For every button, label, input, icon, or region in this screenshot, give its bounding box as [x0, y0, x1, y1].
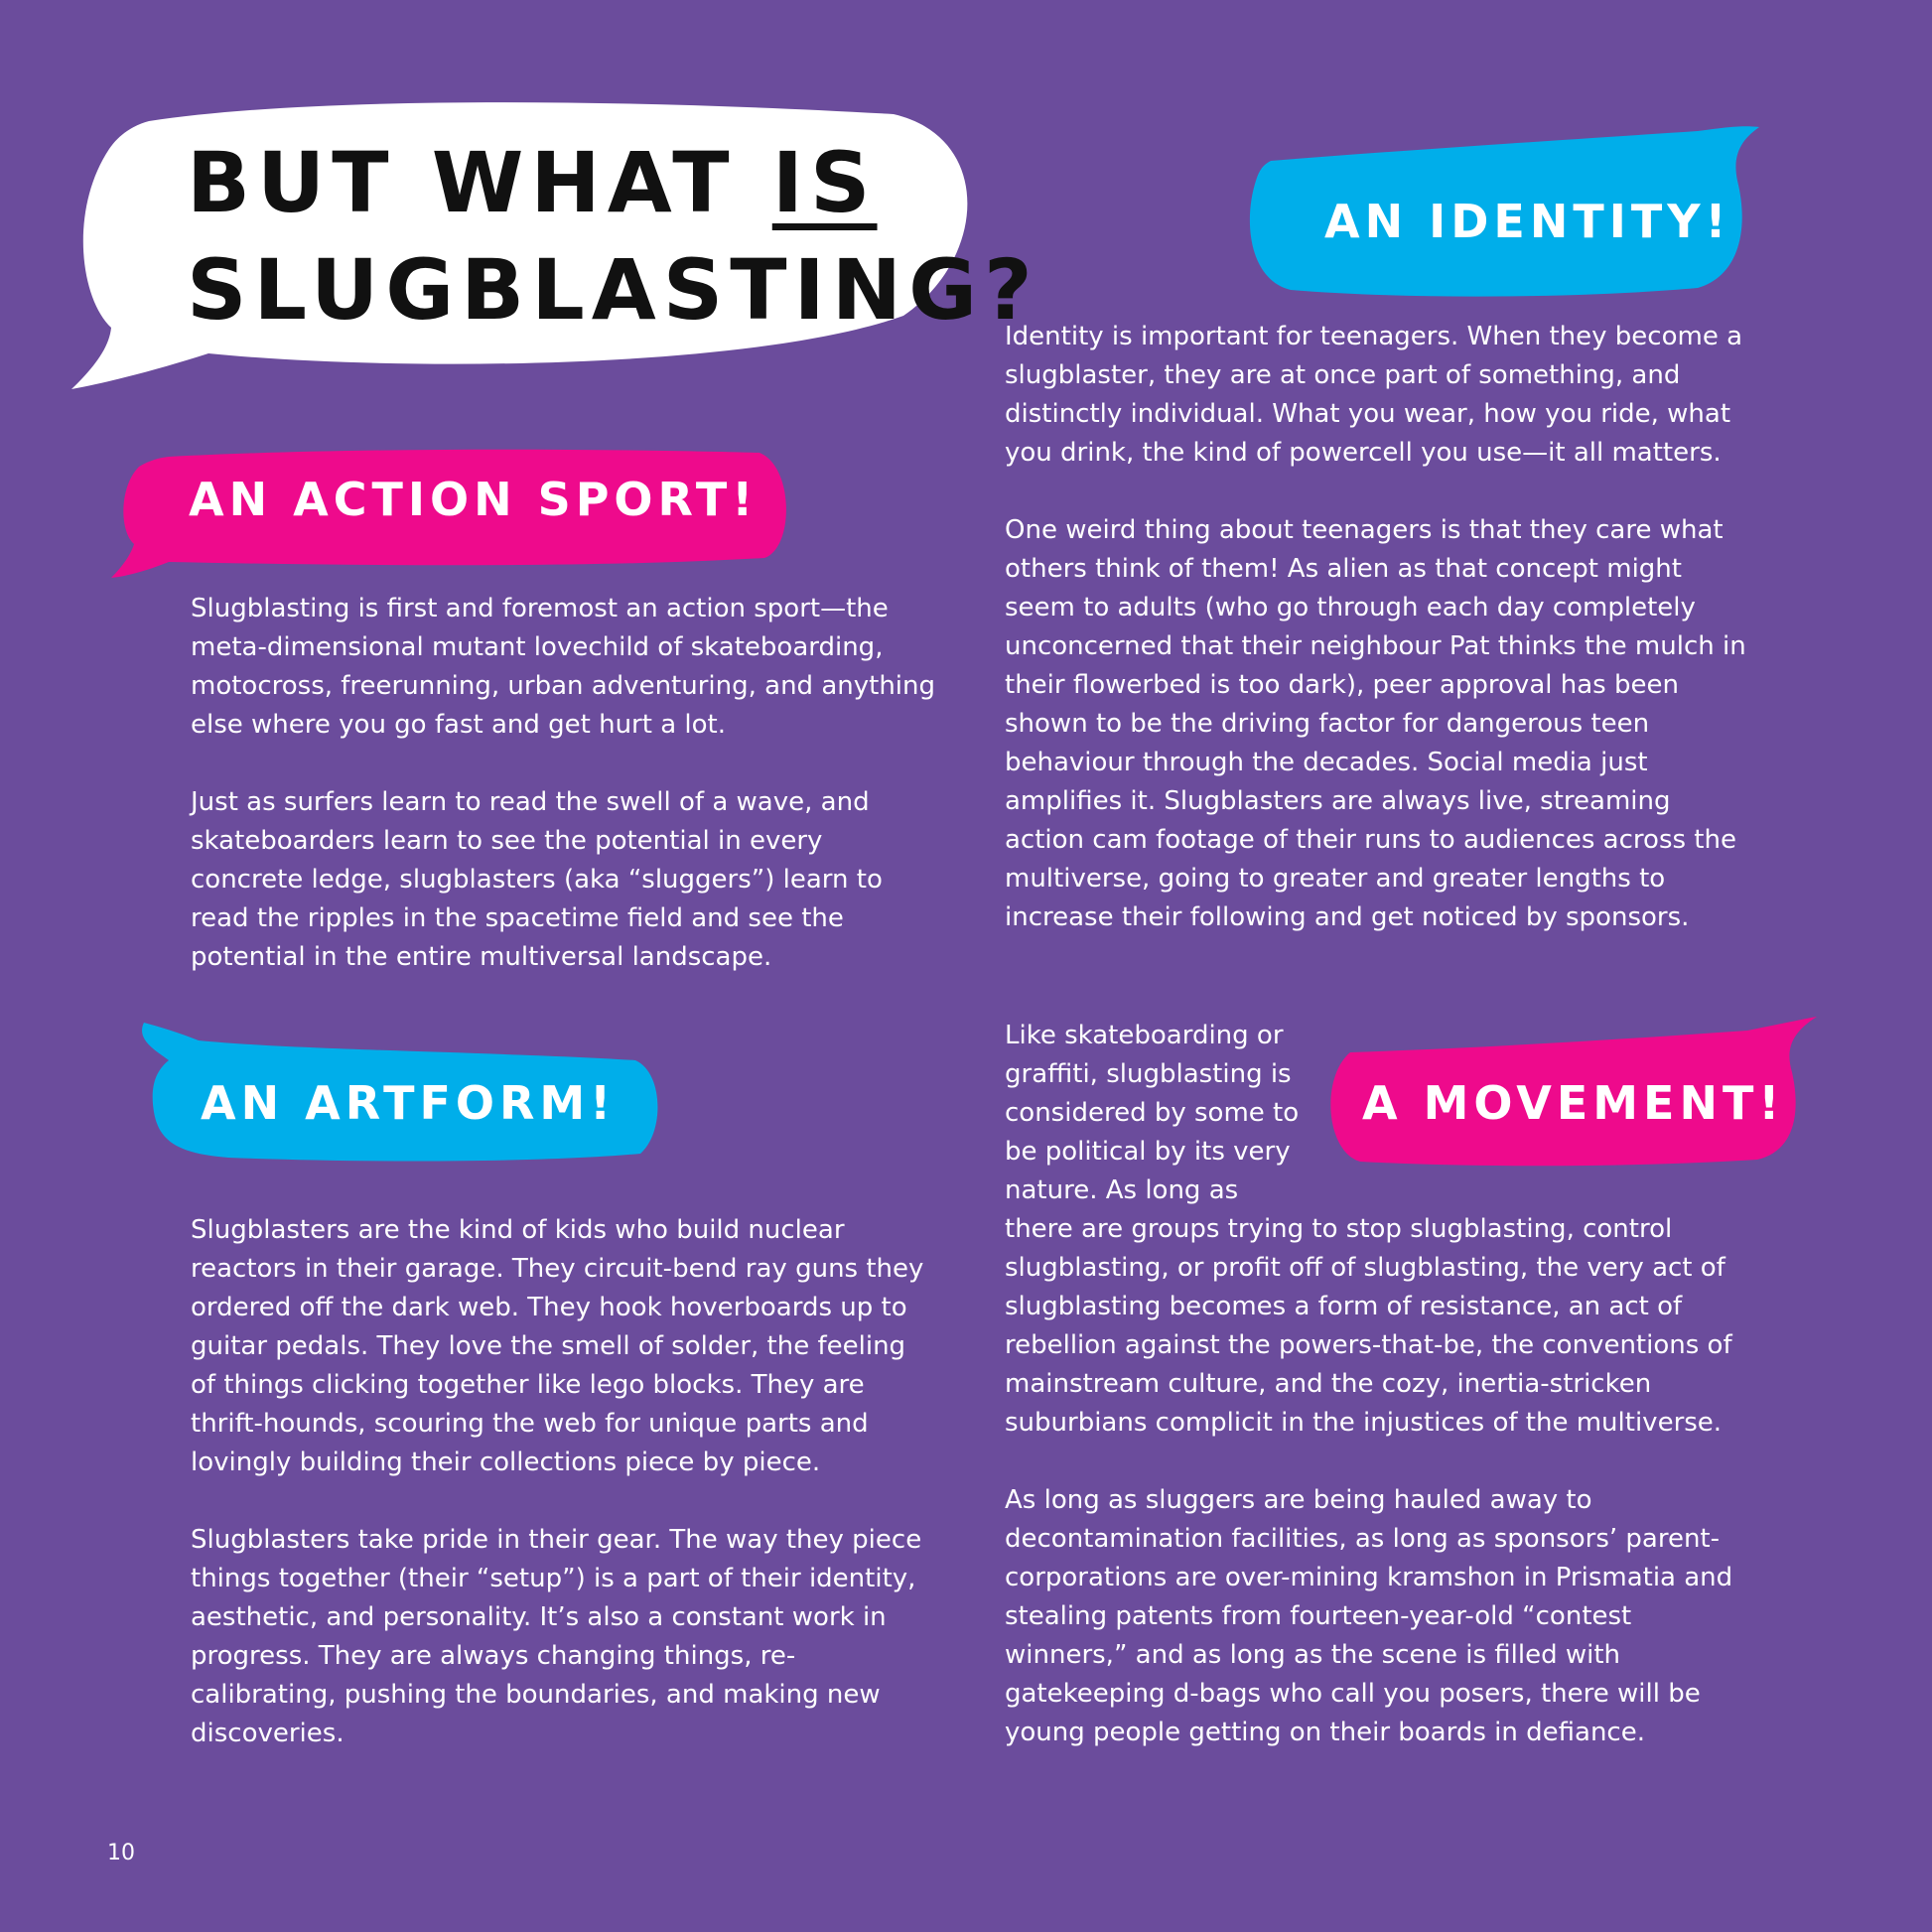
heading-action-sport: AN ACTION SPORT!: [189, 473, 759, 526]
section-artform: [191, 1211, 930, 1753]
paragraph: Like skateboarding or graffiti, slugblasting is considered by some to be political by its very nature. As long as: [1005, 1021, 1300, 1205]
title-line-2: SLUGBLASTING?: [187, 241, 1039, 339]
section-movement: [1005, 1210, 1754, 1752]
paragraph: As long as sluggers are being hauled away to decontamination facilities, as long as sponsors’ parent-corporations are over-mining kramshon in Prismatia and stealing patents from fourteen-year-old “contest winners,” and as long as the scene is filled with gatekeeping d-bags who call you posers, there will be young people getting on their boards in defiance.: [1005, 1485, 1733, 1747]
title-line-1: [187, 129, 941, 236]
paragraph: Slugblasting is first and foremost an action sport—the meta-dimensional mutant lovechild of skateboarding, motocross, freerunning, urban adventuring, and anything else where you go fast and get hurt a lot.: [191, 594, 936, 740]
title-emphasis: IS: [771, 134, 878, 231]
paragraph: Just as surfers learn to read the swell of a wave, and skateboarders learn to see the potential in every concrete ledge, slugblasters (aka “sluggers”) learn to read the ripples in the spacetime field and see the potential in the entire multiversal landscape.: [191, 787, 883, 972]
paragraph: Identity is important for teenagers. When they become a slugblaster, they are at once part of something, and distinctly individual. What you wear, how you ride, what you drink, the kind of powercell you use—it all matters.: [1005, 322, 1743, 468]
heading-identity: AN IDENTITY!: [1324, 195, 1731, 248]
paragraph: Slugblasters take pride in their gear. The way they piece things together (their “setup”) is a part of their identity, aesthetic, and personality. It’s also a constant work in progress. They are always changing things, re-calibrating, pushing the boundaries, and making new discoveries.: [191, 1525, 922, 1748]
page-title: [187, 129, 1039, 344]
title-text: BUT WHAT: [187, 134, 772, 231]
heading-movement: A MOVEMENT!: [1362, 1076, 1785, 1130]
section-action-sport: [191, 590, 935, 977]
heading-artform: AN ARTFORM!: [201, 1076, 617, 1130]
page-number: 10: [107, 1841, 135, 1865]
paragraph: Slugblasters are the kind of kids who build nuclear reactors in their garage. They circuit-bend ray guns they ordered off the dark web. They hook hoverboards up to guitar pedals. They love the smell of solder, the feeling of things clicking together like lego blocks. They are thrift-hounds, scouring the web for unique parts and lovingly building their collections piece by piece.: [191, 1215, 924, 1477]
paragraph: One weird thing about teenagers is that they care what others think of them! As alien as that concept might seem to adults (who go through each day completely unconcerned that their neighbour Pat thinks the mulch in their flowerbed is too dark), peer approval has been shown to be the driving factor for dangerous teen behaviour through the decades. Social media just amplifies it. Slugblasters are always live, streaming action cam footage of their runs to audiences across the multiverse, going to greater and greater lengths to increase their following and get noticed by sponsors.: [1005, 515, 1746, 932]
section-movement-intro: [1005, 1017, 1322, 1210]
paragraph: there are groups trying to stop slugblasting, control slugblasting, or profit off of slugblasting, the very act of slugblasting becomes a form of resistance, an act of rebellion against the powers-that-be, the conventions of mainstream culture, and the cozy, inertia-stricken suburbians complicit in the injustices of the multiverse.: [1005, 1214, 1732, 1438]
section-identity: [1005, 318, 1754, 937]
